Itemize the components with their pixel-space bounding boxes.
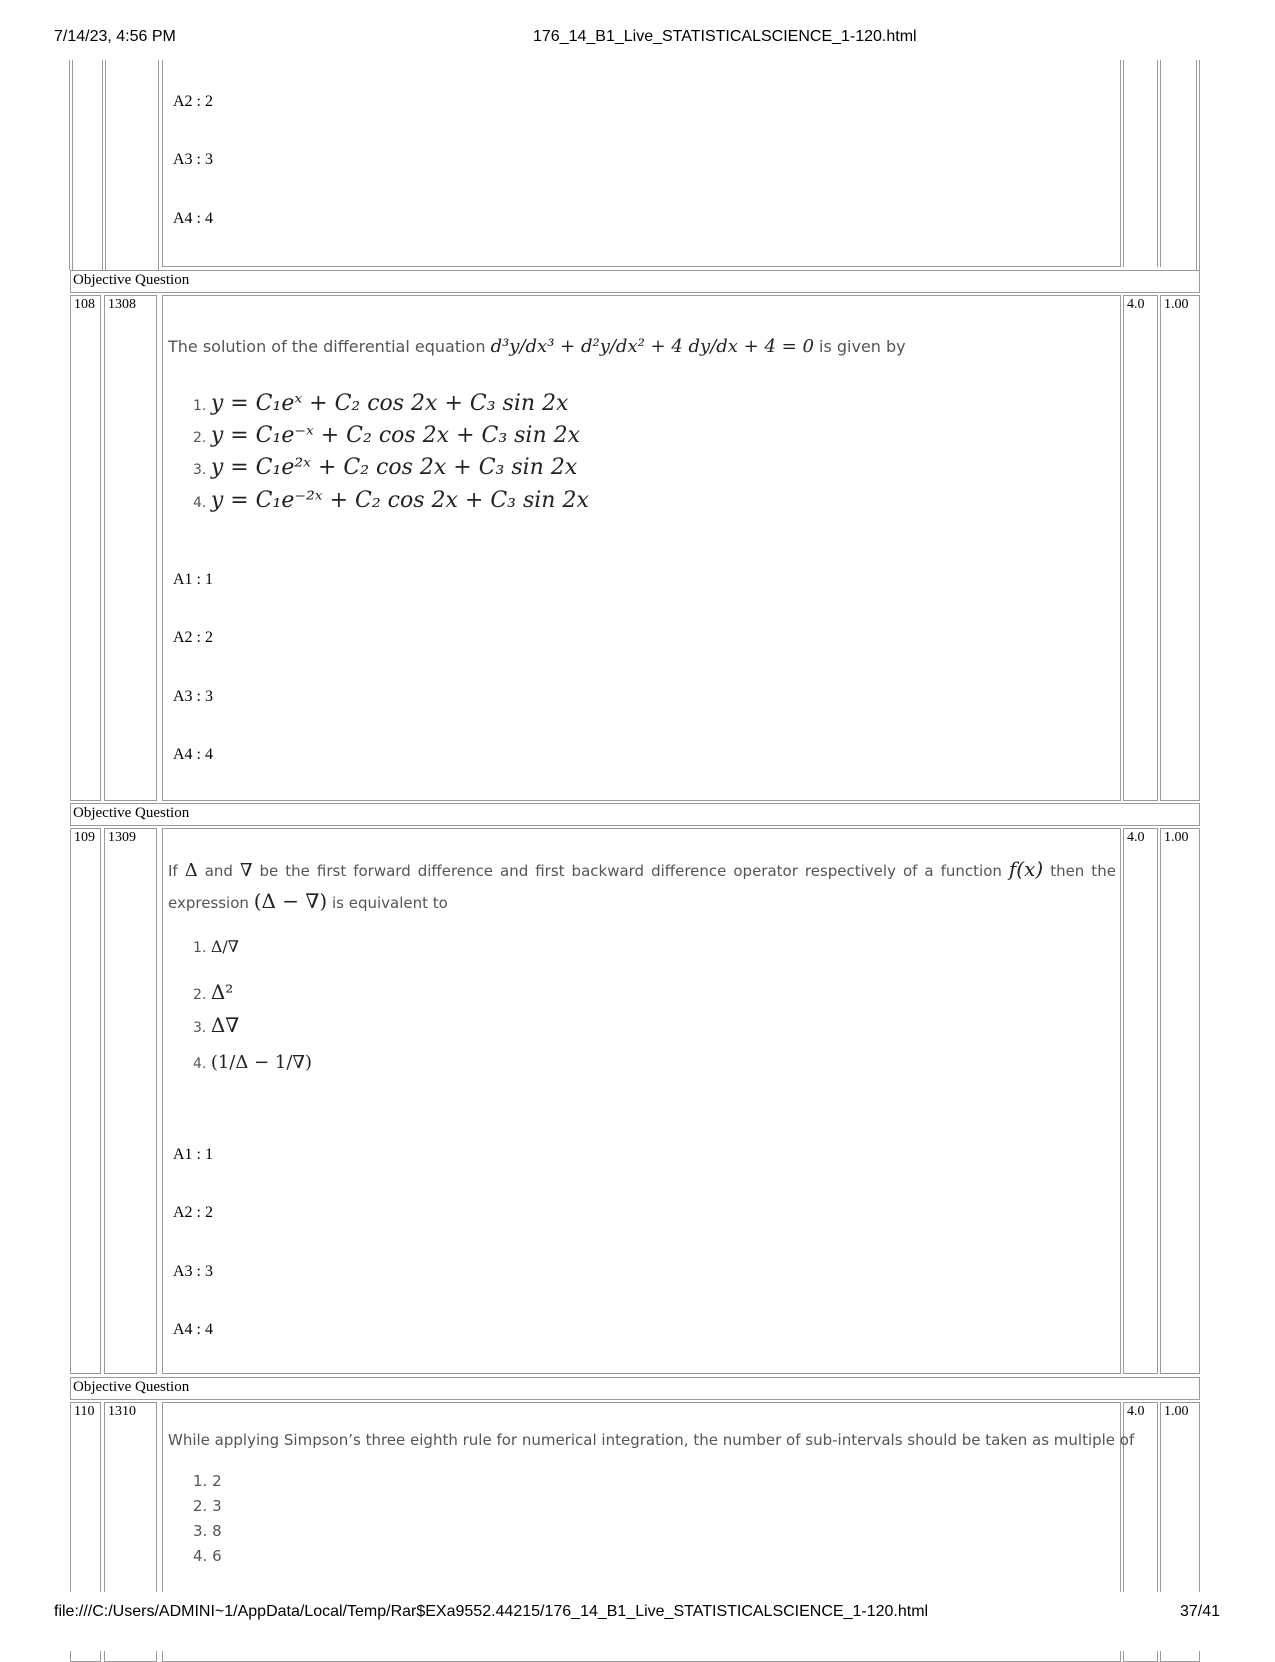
answer-option: A4 : 4 [173, 746, 213, 763]
option-1: 1. y = C₁eˣ + C₂ cos 2x + C₃ sin 2x [193, 391, 569, 416]
table-border [1120, 60, 1121, 267]
table-border [105, 60, 106, 270]
table-border [158, 60, 159, 270]
section-row [70, 270, 1200, 293]
differential-equation: d³y/dx³ + d²y/dx² + 4 dy/dx + 4 = 0 [490, 336, 814, 357]
marks-value: 4.0 [1127, 1404, 1145, 1419]
print-filename: 176_14_B1_Live_STATISTICALSCIENCE_1-120.html [533, 28, 917, 45]
table-border [72, 60, 73, 270]
question-text-line-2: expression (Δ − ∇) is equivalent to [168, 889, 448, 913]
section-title: Objective Question [73, 805, 190, 821]
cell-sno [70, 828, 101, 1374]
cell-qid [104, 295, 157, 801]
cell-sno [70, 295, 101, 801]
question-number: 110 [74, 1404, 95, 1419]
answer-option: A3 : 3 [173, 688, 213, 705]
footer-band [0, 1592, 1275, 1651]
marks-value: 4.0 [1127, 297, 1145, 312]
answer-option: A4 : 4 [173, 1321, 213, 1338]
option-2: 2. Δ² [193, 980, 234, 1004]
answer-option: A2 : 2 [173, 93, 213, 110]
answer-option: A3 : 3 [173, 1263, 213, 1280]
answer-option: A3 : 3 [173, 151, 213, 168]
table-border [1123, 60, 1124, 267]
table-border [162, 266, 1121, 267]
cell-negative [1160, 295, 1200, 801]
answer-option: A2 : 2 [173, 629, 213, 646]
section-title: Objective Question [73, 272, 190, 288]
question-number: 108 [74, 297, 95, 312]
option-1: 1. Δ/∇ [193, 937, 239, 956]
negative-marks-value: 1.00 [1164, 1404, 1189, 1419]
table-border [1157, 60, 1158, 267]
table-border [1199, 60, 1200, 270]
option-2: 2. y = C₁e⁻ˣ + C₂ cos 2x + C₃ sin 2x [193, 423, 581, 448]
table-border [162, 60, 163, 267]
option-4: 4. y = C₁e⁻²ˣ + C₂ cos 2x + C₃ sin 2x [193, 488, 589, 513]
negative-marks-value: 1.00 [1164, 830, 1189, 845]
option-2: 2. 3 [193, 1497, 222, 1515]
table-border [69, 60, 70, 270]
marks-value: 4.0 [1127, 830, 1145, 845]
question-id: 1309 [108, 830, 136, 845]
table-border [1160, 60, 1161, 267]
option-3: 3. y = C₁e²ˣ + C₂ cos 2x + C₃ sin 2x [193, 455, 578, 480]
option-4: 4. (1/Δ − 1/∇) [193, 1052, 312, 1073]
option-4: 4. 6 [193, 1547, 222, 1565]
print-datetime: 7/14/23, 4:56 PM [54, 28, 176, 45]
table-border [102, 60, 103, 270]
question-id: 1308 [108, 297, 136, 312]
question-text-line-1: If Δ and ∇ be the first forward difference and first backward difference operator respectively of a function f(x) then the [168, 857, 1116, 881]
question-id: 1310 [108, 1404, 136, 1419]
answer-option: A2 : 2 [173, 1204, 213, 1221]
question-number: 109 [74, 830, 95, 845]
cell-negative [1160, 828, 1200, 1374]
table-border [1196, 60, 1197, 270]
option-1: 1. 2 [193, 1472, 222, 1490]
cell-question [162, 295, 1121, 801]
cell-qid [104, 828, 157, 1374]
option-3: 3. Δ∇ [193, 1013, 240, 1037]
cell-marks [1123, 295, 1158, 801]
option-3: 3. 8 [193, 1522, 222, 1540]
page-number: 37/41 [1180, 1603, 1221, 1620]
question-text: While applying Simpson’s three eighth rule for numerical integration, the number of sub-intervals should be taken as multiple of [168, 1431, 1135, 1449]
question-text: The solution of the differential equation d³y/dx³ + d²y/dx² + 4 dy/dx + 4 = 0 is given by [168, 336, 906, 357]
section-row [70, 1377, 1200, 1400]
section-row [70, 803, 1200, 826]
answer-option: A1 : 1 [173, 1146, 213, 1163]
answer-option: A4 : 4 [173, 210, 213, 227]
answer-option: A1 : 1 [173, 571, 213, 588]
section-title: Objective Question [73, 1379, 190, 1395]
print-file-path: file:///C:/Users/ADMINI~1/AppData/Local/Temp/Rar$EXa9552.44215/176_14_B1_Live_STATISTICALSCIENCE_1-120.html [54, 1603, 929, 1620]
negative-marks-value: 1.00 [1164, 297, 1189, 312]
cell-marks [1123, 828, 1158, 1374]
